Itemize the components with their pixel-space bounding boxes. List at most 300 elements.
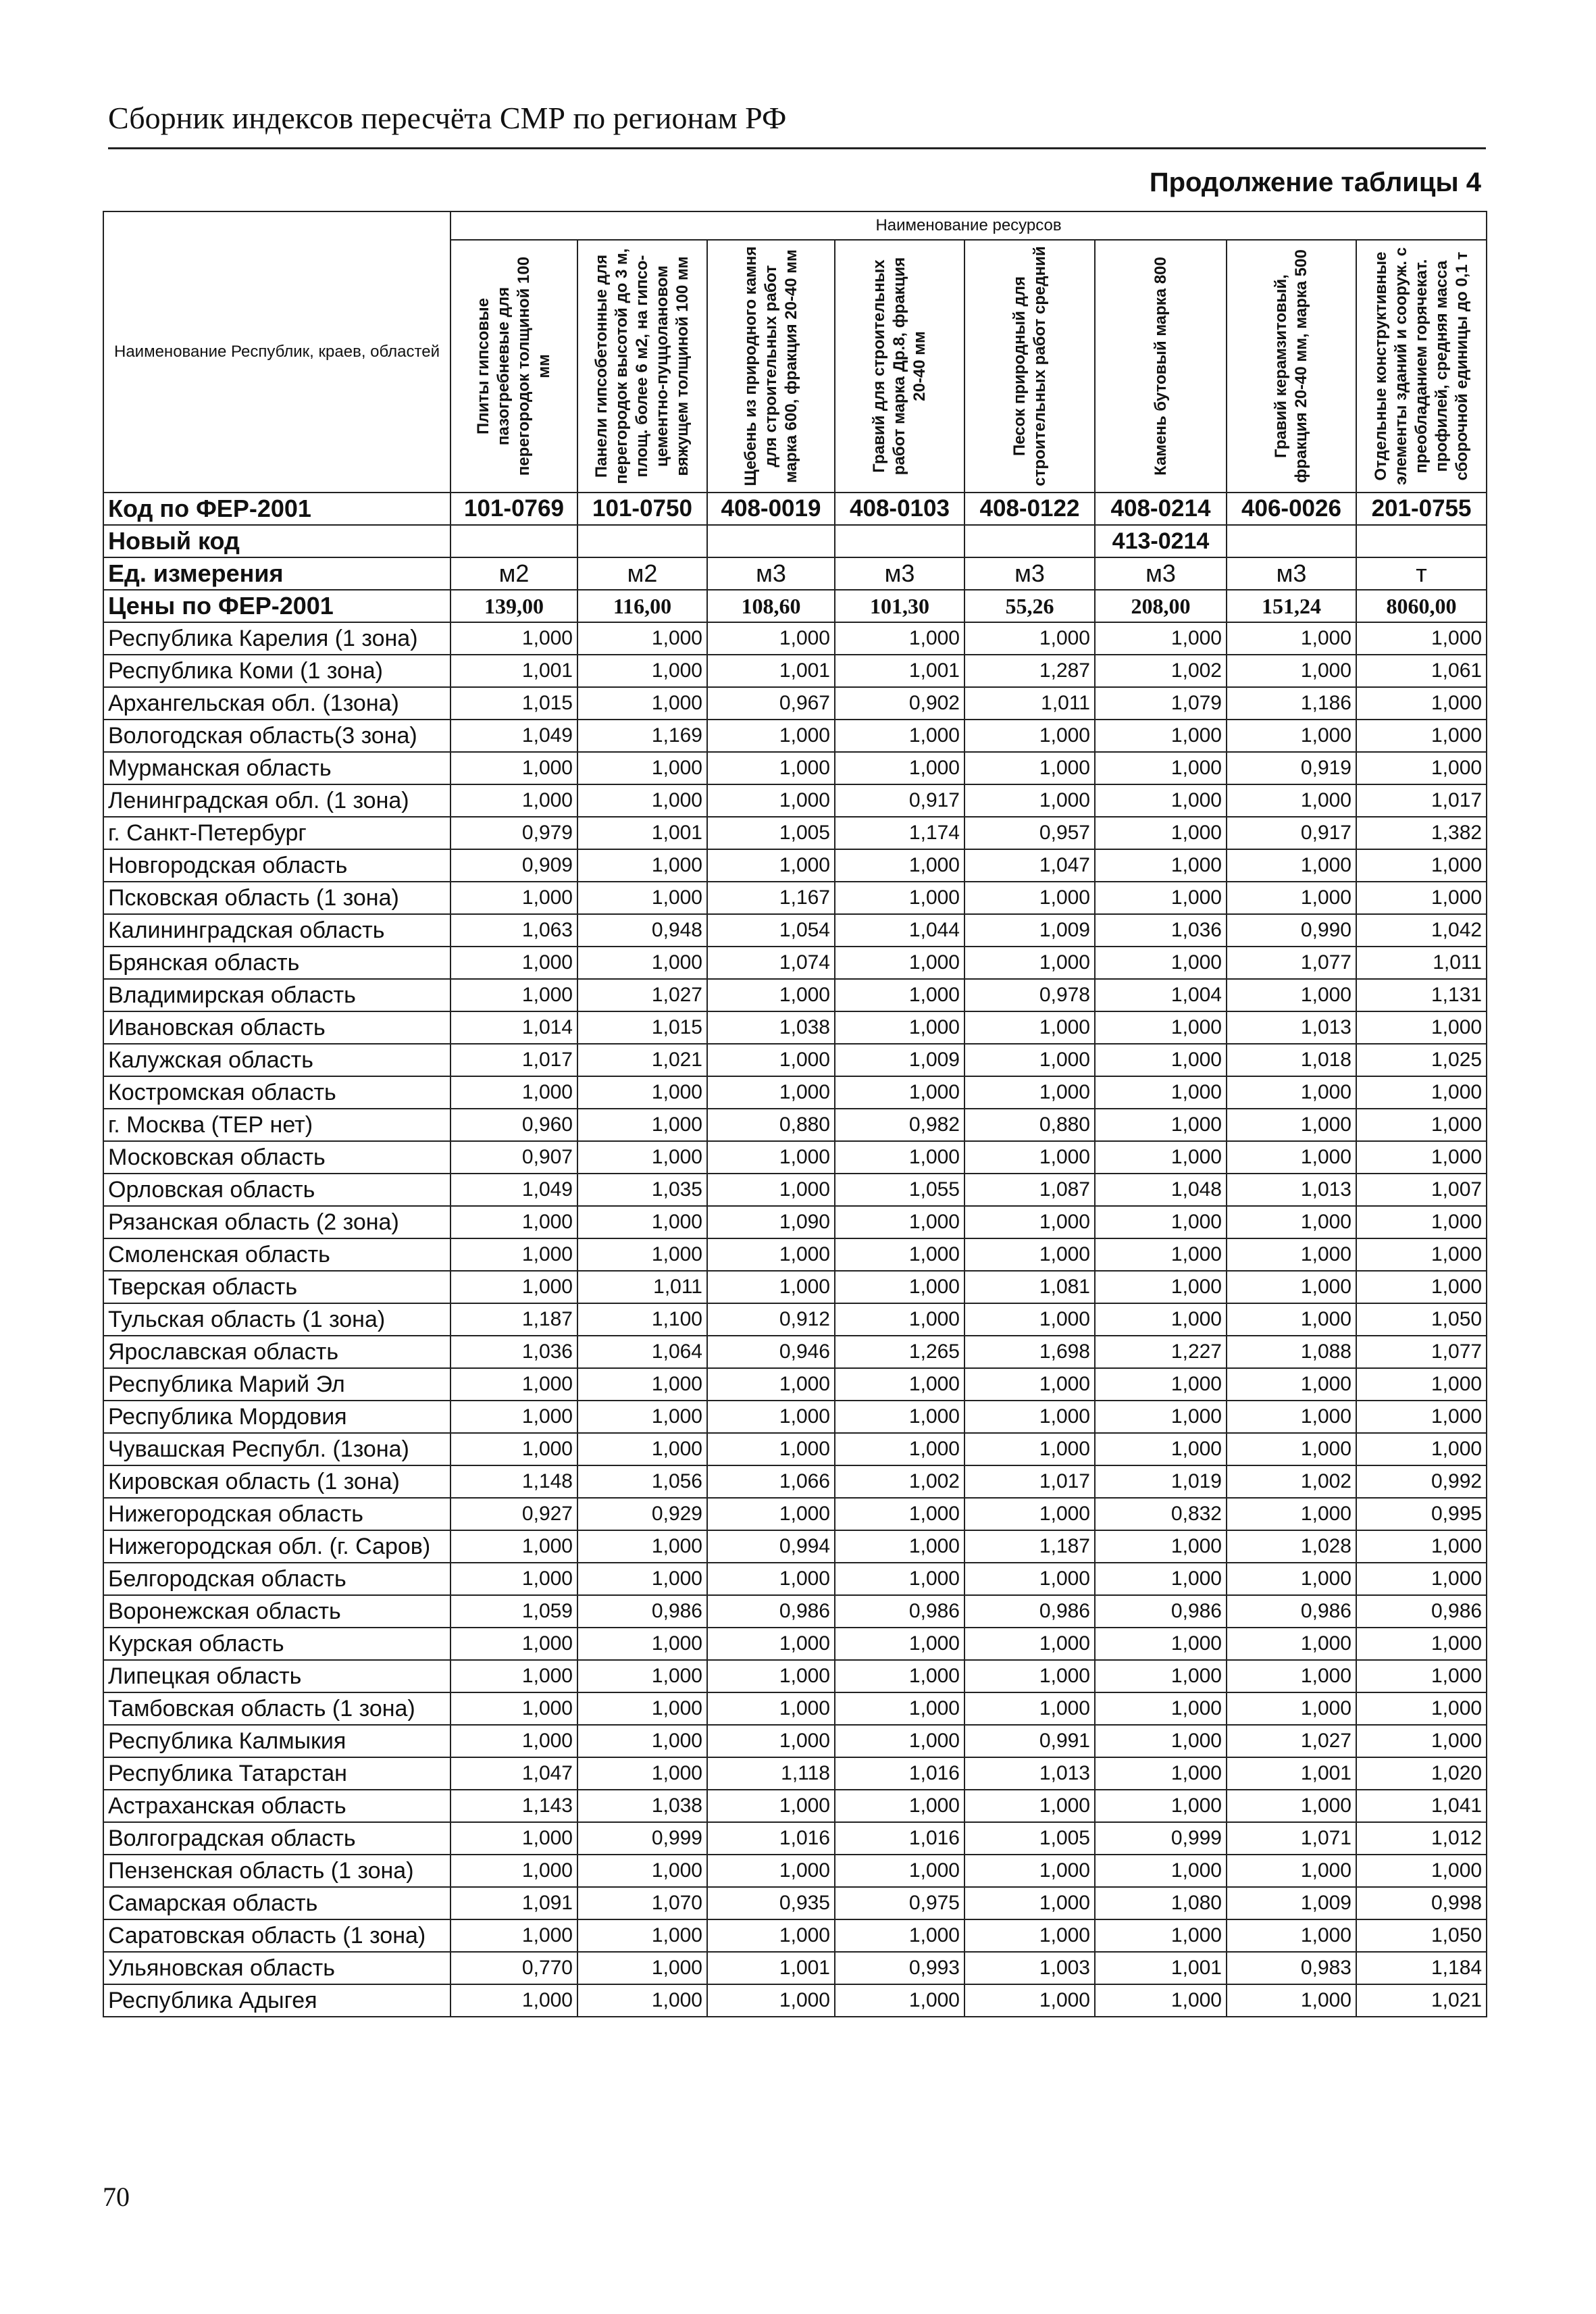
coefficient-cell: 1,035 [577, 1174, 707, 1206]
coefficient-cell: 1,000 [1227, 1855, 1356, 1887]
coefficient-cell: 1,000 [1356, 1855, 1487, 1887]
coefficient-cell: 1,090 [707, 1206, 835, 1238]
coefficient-cell: 1,000 [835, 1271, 964, 1303]
coefficient-cell: 1,011 [577, 1271, 707, 1303]
coefficient-cell: 1,000 [451, 882, 577, 914]
coefficient-cell: 1,000 [707, 1433, 835, 1465]
coefficient-cell: 1,000 [964, 720, 1095, 752]
table-row [103, 1011, 1487, 1044]
coefficient-cell: 1,013 [964, 1757, 1095, 1790]
coefficient-cell: 1,000 [1095, 622, 1227, 655]
coefficient-cell: 0,927 [451, 1498, 577, 1530]
coefficient-cell: 1,000 [707, 1141, 835, 1174]
coefficient-cell: 1,000 [707, 1238, 835, 1271]
coefficient-cell: 1,000 [1095, 1433, 1227, 1465]
coefficient-cell: 1,000 [577, 1109, 707, 1141]
coefficient-cell: 1,056 [577, 1465, 707, 1498]
coefficient-cell: 1,000 [1095, 947, 1227, 979]
coefficient-cell: 1,001 [1227, 1757, 1356, 1790]
coefficient-cell: 1,013 [1227, 1174, 1356, 1206]
coefficient-cell: 1,000 [451, 947, 577, 979]
coefficient-cell: 0,979 [451, 817, 577, 849]
coefficient-cell: 1,000 [577, 752, 707, 784]
coefficient-cell: 1,001 [707, 655, 835, 687]
table-row [103, 1595, 1487, 1628]
table-row [103, 1725, 1487, 1757]
coefficient-cell: 1,000 [964, 1011, 1095, 1044]
coefficient-cell: 1,021 [1356, 1984, 1487, 2017]
region-name: Нижегородская область [103, 1498, 451, 1530]
coefficient-cell: 1,000 [577, 1238, 707, 1271]
coefficient-cell: 1,000 [577, 1076, 707, 1109]
coefficient-cell: 0,990 [1227, 914, 1356, 947]
coefficient-cell: 0,986 [964, 1595, 1095, 1628]
coefficient-cell: 1,004 [1095, 979, 1227, 1011]
coefficient-cell: 1,027 [1227, 1725, 1356, 1757]
region-name: Чувашская Республ. (1зона) [103, 1433, 451, 1465]
coefficient-cell: 1,020 [1356, 1757, 1487, 1790]
coefficient-cell: 1,077 [1227, 947, 1356, 979]
resource-header-3 [707, 240, 835, 493]
coefficient-cell: 1,000 [1227, 1984, 1356, 2017]
coefficient-cell: 1,000 [1095, 1855, 1227, 1887]
unit-row-cell: м3 [1227, 557, 1356, 590]
coefficient-cell: 1,000 [835, 1401, 964, 1433]
region-name: Белгородская область [103, 1563, 451, 1595]
region-name: Пензенская область (1 зона) [103, 1855, 451, 1887]
coefficient-cell: 1,000 [835, 849, 964, 882]
table-row [103, 882, 1487, 914]
coefficient-cell: 1,009 [964, 914, 1095, 947]
coefficient-cell: 1,077 [1356, 1336, 1487, 1368]
region-name: г. Москва (ТЕР нет) [103, 1109, 451, 1141]
table-row [103, 720, 1487, 752]
coefficient-cell: 1,000 [707, 1368, 835, 1401]
coefficient-cell: 0,986 [577, 1595, 707, 1628]
table-row [103, 1692, 1487, 1725]
coefficient-cell: 1,001 [835, 655, 964, 687]
table-row [103, 1336, 1487, 1368]
coefficient-cell: 1,063 [451, 914, 577, 947]
coefficient-cell: 1,025 [1356, 1044, 1487, 1076]
region-name: Республика Татарстан [103, 1757, 451, 1790]
region-name: Курская область [103, 1628, 451, 1660]
coefficient-cell: 1,000 [577, 1952, 707, 1984]
fer-code-row-cell: 408-0019 [707, 493, 835, 525]
coefficient-cell: 1,000 [835, 752, 964, 784]
coefficient-cell: 1,000 [1227, 1401, 1356, 1433]
coefficient-cell: 1,000 [451, 1628, 577, 1660]
coefficient-cell: 1,000 [707, 849, 835, 882]
coefficient-cell: 1,017 [964, 1465, 1095, 1498]
coefficient-cell: 0,994 [707, 1530, 835, 1563]
coefficient-cell: 1,131 [1356, 979, 1487, 1011]
coefficient-cell: 1,000 [1227, 1238, 1356, 1271]
new-code-row-cell [577, 525, 707, 557]
coefficient-cell: 1,000 [835, 1498, 964, 1530]
coefficient-cell: 1,000 [707, 1660, 835, 1692]
coefficient-cell: 1,000 [707, 1044, 835, 1076]
fer-code-row-cell: 101-0769 [451, 493, 577, 525]
coefficient-cell: 1,047 [964, 849, 1095, 882]
table-row [103, 1076, 1487, 1109]
coefficient-cell: 1,000 [1227, 720, 1356, 752]
coefficient-cell: 1,000 [835, 1368, 964, 1401]
coefficient-cell: 1,000 [1356, 1725, 1487, 1757]
coefficient-cell: 1,081 [964, 1271, 1095, 1303]
coefficient-cell: 1,000 [577, 1563, 707, 1595]
coefficient-cell: 1,000 [964, 1238, 1095, 1271]
coefficient-cell: 1,000 [1227, 1271, 1356, 1303]
coefficient-cell: 1,000 [451, 1692, 577, 1725]
coefficient-cell: 0,935 [707, 1887, 835, 1919]
coefficient-cell: 1,000 [577, 687, 707, 720]
coefficient-cell: 1,000 [577, 1692, 707, 1725]
coefficient-cell: 1,071 [1227, 1822, 1356, 1855]
coefficient-cell: 1,000 [451, 1433, 577, 1465]
region-name: Липецкая область [103, 1660, 451, 1692]
resource-header-8 [1356, 240, 1487, 493]
coefficient-cell: 1,000 [1227, 849, 1356, 882]
coefficient-cell: 1,000 [835, 1238, 964, 1271]
coefficient-cell: 1,000 [577, 849, 707, 882]
region-name: Владимирская область [103, 979, 451, 1011]
coefficient-cell: 1,000 [964, 1401, 1095, 1433]
region-name: г. Санкт-Петербург [103, 817, 451, 849]
coefficient-cell: 1,000 [1227, 1109, 1356, 1141]
coefficient-cell: 1,000 [451, 1855, 577, 1887]
coefficient-cell: 1,000 [1095, 1238, 1227, 1271]
coefficient-cell: 1,000 [964, 1498, 1095, 1530]
table-row [103, 1919, 1487, 1952]
coefficient-cell: 1,000 [451, 1401, 577, 1433]
coefficient-cell: 1,000 [964, 752, 1095, 784]
coefficient-cell: 1,000 [1227, 1628, 1356, 1660]
coefficient-cell: 1,000 [451, 1271, 577, 1303]
coefficient-cell: 1,000 [707, 1984, 835, 2017]
coefficient-cell: 1,000 [835, 1628, 964, 1660]
coefficient-cell: 0,919 [1227, 752, 1356, 784]
resource-name: Отдельные конструктивные элементы зданий и сооруж. с преобладанием горячекат. профилей, средняя масса сборочной единицы до 0,1 т [1371, 247, 1471, 486]
unit-row-cell: м3 [1095, 557, 1227, 590]
coefficient-cell: 1,027 [577, 979, 707, 1011]
coefficient-cell: 1,000 [835, 1692, 964, 1725]
coefficient-cell: 1,000 [451, 1206, 577, 1238]
coefficient-cell: 1,016 [707, 1822, 835, 1855]
table-row [103, 1206, 1487, 1238]
coefficient-cell: 1,000 [577, 1530, 707, 1563]
coefficient-cell: 1,000 [577, 1660, 707, 1692]
coefficient-cell: 1,000 [964, 1855, 1095, 1887]
coefficient-cell: 1,000 [707, 752, 835, 784]
coefficient-cell: 1,000 [451, 622, 577, 655]
coefficient-cell: 1,000 [1095, 882, 1227, 914]
table-row [103, 1530, 1487, 1563]
coefficient-cell: 1,002 [835, 1465, 964, 1498]
coefficient-cell: 0,912 [707, 1303, 835, 1336]
coefficient-cell: 1,000 [1095, 720, 1227, 752]
price-row-label: Цены по ФЕР-2001 [103, 590, 451, 622]
resource-header-4 [835, 240, 964, 493]
coefficient-cell: 1,000 [1227, 1076, 1356, 1109]
table-row [103, 1141, 1487, 1174]
coefficient-cell: 0,909 [451, 849, 577, 882]
coefficient-cell: 1,021 [577, 1044, 707, 1076]
coefficient-cell: 1,000 [964, 1141, 1095, 1174]
coefficient-cell: 1,000 [1227, 1433, 1356, 1465]
coefficient-cell: 1,000 [451, 1368, 577, 1401]
coefficient-cell: 1,002 [1095, 655, 1227, 687]
region-name: Смоленская область [103, 1238, 451, 1271]
region-name: Республика Карелия (1 зона) [103, 622, 451, 655]
coefficient-cell: 1,000 [1095, 1563, 1227, 1595]
coefficient-cell: 1,000 [451, 1822, 577, 1855]
coefficient-cell: 1,000 [707, 979, 835, 1011]
table-row [103, 1238, 1487, 1271]
table-row [103, 687, 1487, 720]
coefficient-cell: 1,000 [835, 1660, 964, 1692]
coefficient-cell: 0,998 [1356, 1887, 1487, 1919]
coefficient-cell: 1,018 [1227, 1044, 1356, 1076]
region-name: Вологодская область(3 зона) [103, 720, 451, 752]
coefficient-cell: 1,000 [964, 1887, 1095, 1919]
coefficient-cell: 1,000 [451, 1238, 577, 1271]
coefficient-cell: 1,007 [1356, 1174, 1487, 1206]
coefficient-cell: 1,265 [835, 1336, 964, 1368]
coefficient-cell: 1,000 [707, 1692, 835, 1725]
coefficient-cell: 1,000 [1095, 1109, 1227, 1141]
table-row [103, 1109, 1487, 1141]
table-row [103, 979, 1487, 1011]
resource-name: Щебень из природного камня для строительных работ марка 600, фракция 20-40 мм [741, 246, 800, 486]
region-name: Республика Мордовия [103, 1401, 451, 1433]
coefficient-cell: 1,000 [451, 1530, 577, 1563]
page-number: 70 [103, 2182, 130, 2212]
coefficient-cell: 1,000 [707, 784, 835, 817]
coefficient-cell: 1,012 [1356, 1822, 1487, 1855]
coefficient-cell: 0,946 [707, 1336, 835, 1368]
coefficient-cell: 1,000 [1095, 1628, 1227, 1660]
coefficient-cell: 1,000 [707, 1174, 835, 1206]
region-name: Орловская область [103, 1174, 451, 1206]
region-name: Ярославская область [103, 1336, 451, 1368]
coefficient-cell: 0,986 [1227, 1595, 1356, 1628]
fer-code-row [103, 493, 1487, 525]
coefficient-cell: 1,000 [1356, 1109, 1487, 1141]
coefficient-cell: 1,000 [835, 979, 964, 1011]
coefficient-cell: 1,000 [1356, 622, 1487, 655]
resource-name: Песок природный для строительных работ средний [1010, 246, 1049, 486]
coefficient-cell: 1,000 [451, 1919, 577, 1952]
coefficient-cell: 1,000 [577, 1855, 707, 1887]
coefficient-cell: 1,000 [1095, 1984, 1227, 2017]
coefficient-cell: 1,000 [1227, 1303, 1356, 1336]
coefficient-cell: 1,000 [577, 1757, 707, 1790]
coefficient-cell: 1,000 [707, 1790, 835, 1822]
coefficient-cell: 1,000 [835, 720, 964, 752]
coefficient-cell: 1,091 [451, 1887, 577, 1919]
coefficient-cell: 1,049 [451, 720, 577, 752]
coefficient-cell: 1,000 [1227, 979, 1356, 1011]
coefficient-cell: 1,087 [964, 1174, 1095, 1206]
coefficient-cell: 1,000 [707, 622, 835, 655]
region-name: Астраханская область [103, 1790, 451, 1822]
coefficient-cell: 1,287 [964, 655, 1095, 687]
coefficient-cell: 1,000 [964, 1076, 1095, 1109]
coefficient-cell: 1,047 [451, 1757, 577, 1790]
coefficient-cell: 0,983 [1227, 1952, 1356, 1984]
coefficient-cell: 1,000 [1356, 1206, 1487, 1238]
coefficient-cell: 1,000 [964, 1044, 1095, 1076]
coefficient-cell: 1,000 [1095, 784, 1227, 817]
region-name: Ульяновская область [103, 1952, 451, 1984]
coefficient-cell: 1,080 [1095, 1887, 1227, 1919]
coefficient-cell: 1,186 [1227, 687, 1356, 720]
table-row [103, 1952, 1487, 1984]
region-name: Калининградская область [103, 914, 451, 947]
coefficient-cell: 1,000 [1227, 1206, 1356, 1238]
coefficient-cell: 1,000 [964, 1206, 1095, 1238]
fer-code-row-cell: 101-0750 [577, 493, 707, 525]
unit-row-cell: м2 [451, 557, 577, 590]
coefficient-cell: 1,000 [1356, 752, 1487, 784]
region-header: Наименование Республик, краев, областей [103, 211, 451, 493]
coefficient-cell: 1,050 [1356, 1919, 1487, 1952]
coefficient-cell: 1,000 [1095, 1725, 1227, 1757]
coefficient-cell: 1,000 [835, 1790, 964, 1822]
coefficient-cell: 1,000 [577, 1141, 707, 1174]
table-row [103, 1660, 1487, 1692]
table-row [103, 1433, 1487, 1465]
coefficient-cell: 1,000 [577, 1368, 707, 1401]
coefficient-cell: 1,000 [451, 784, 577, 817]
region-name: Волгоградская область [103, 1822, 451, 1855]
coefficient-cell: 0,986 [835, 1595, 964, 1628]
coefficient-cell: 1,000 [451, 1076, 577, 1109]
table-row [103, 1887, 1487, 1919]
coefficient-cell: 1,000 [451, 1660, 577, 1692]
table-row [103, 1271, 1487, 1303]
coefficient-cell: 1,000 [835, 1984, 964, 2017]
coefficient-cell: 1,000 [451, 752, 577, 784]
table-row [103, 1498, 1487, 1530]
coefficient-cell: 1,042 [1356, 914, 1487, 947]
coefficient-cell: 1,000 [835, 1433, 964, 1465]
coefficient-cell: 1,000 [707, 1855, 835, 1887]
coefficient-cell: 1,000 [835, 1011, 964, 1044]
coefficient-cell: 1,000 [1227, 1498, 1356, 1530]
coefficient-cell: 1,000 [964, 1563, 1095, 1595]
coefficient-cell: 0,902 [835, 687, 964, 720]
new-code-row [103, 525, 1487, 557]
coefficient-cell: 1,000 [835, 1725, 964, 1757]
region-name: Республика Калмыкия [103, 1725, 451, 1757]
resource-name: Гравий керамзитовый, фракция 20-40 мм, марка 500 [1272, 249, 1310, 483]
coefficient-cell: 1,009 [835, 1044, 964, 1076]
coefficient-cell: 0,907 [451, 1141, 577, 1174]
coefficient-cell: 1,000 [835, 1303, 964, 1336]
coefficient-cell: 1,000 [1356, 1368, 1487, 1401]
region-name: Республика Марий Эл [103, 1368, 451, 1401]
coefficient-cell: 0,992 [1356, 1465, 1487, 1498]
coefficient-cell: 0,986 [1095, 1595, 1227, 1628]
coefficient-cell: 1,000 [577, 947, 707, 979]
table-row [103, 1822, 1487, 1855]
coefficient-cell: 1,000 [1227, 655, 1356, 687]
resource-name: Плиты гипсовые пазогребневые для перегородок толщиной 100 мм [474, 256, 553, 476]
table-row [103, 752, 1487, 784]
coefficient-cell: 1,000 [1356, 720, 1487, 752]
coefficient-cell: 1,001 [707, 1952, 835, 1984]
coefficient-cell: 0,960 [451, 1109, 577, 1141]
coefficient-cell: 0,967 [707, 687, 835, 720]
coefficient-cell: 1,000 [1356, 1238, 1487, 1271]
new-code-row-cell [451, 525, 577, 557]
coefficient-cell: 1,143 [451, 1790, 577, 1822]
coefficient-cell: 1,000 [1095, 1368, 1227, 1401]
coefficient-cell: 1,005 [707, 817, 835, 849]
coefficient-cell: 1,000 [1356, 1401, 1487, 1433]
unit-row-cell: м3 [707, 557, 835, 590]
coefficient-cell: 1,000 [964, 1433, 1095, 1465]
region-name: Нижегородская обл. (г. Саров) [103, 1530, 451, 1563]
resource-header-2 [577, 240, 707, 493]
coefficient-cell: 1,000 [1095, 1401, 1227, 1433]
table-row [103, 784, 1487, 817]
coefficient-cell: 1,000 [577, 1725, 707, 1757]
new-code-row-cell [964, 525, 1095, 557]
coefficient-cell: 1,227 [1095, 1336, 1227, 1368]
coefficient-cell: 1,000 [835, 1141, 964, 1174]
price-row-cell: 101,30 [835, 590, 964, 622]
coefficient-cell: 1,000 [1095, 1757, 1227, 1790]
coefficient-cell: 1,000 [1356, 882, 1487, 914]
new-code-row-cell [707, 525, 835, 557]
coefficient-cell: 1,000 [1095, 1141, 1227, 1174]
coefficient-cell: 1,000 [835, 1919, 964, 1952]
coefficient-cell: 1,000 [577, 1401, 707, 1433]
coefficient-cell: 1,000 [964, 1303, 1095, 1336]
coefficient-cell: 1,184 [1356, 1952, 1487, 1984]
coefficient-cell: 1,066 [707, 1465, 835, 1498]
coefficient-cell: 1,000 [964, 1919, 1095, 1952]
resource-name: Гравий для строительных работ марка Др.8, фракция 20-40 мм [870, 257, 929, 476]
region-name: Брянская область [103, 947, 451, 979]
coefficient-cell: 1,000 [1095, 1692, 1227, 1725]
resource-header-1 [451, 240, 577, 493]
price-row-cell: 139,00 [451, 590, 577, 622]
coefficient-cell: 1,000 [707, 1498, 835, 1530]
coefficient-cell: 1,000 [707, 1725, 835, 1757]
resource-name: Панели гипсобетонные для перегородок высотой до 3 м, площ. более 6 м2, на гипсо-цементно-пуццолановом вяжущем толщиной 100 мм [592, 248, 692, 484]
coefficient-cell: 1,000 [577, 1628, 707, 1660]
coefficient-cell: 1,061 [1356, 655, 1487, 687]
coefficient-cell: 1,005 [964, 1822, 1095, 1855]
region-name: Тульская область (1 зона) [103, 1303, 451, 1336]
coefficient-cell: 1,000 [707, 1271, 835, 1303]
coefficient-cell: 1,000 [835, 1206, 964, 1238]
coefficient-cell: 0,999 [577, 1822, 707, 1855]
region-name: Псковская область (1 зона) [103, 882, 451, 914]
coefficient-cell: 1,187 [451, 1303, 577, 1336]
coefficient-cell: 1,015 [451, 687, 577, 720]
coefficient-cell: 1,038 [577, 1790, 707, 1822]
table-row [103, 817, 1487, 849]
coefficient-cell: 1,000 [1356, 1692, 1487, 1725]
coefficient-cell: 0,880 [964, 1109, 1095, 1141]
region-name: Тверская область [103, 1271, 451, 1303]
coefficient-cell: 1,000 [1095, 817, 1227, 849]
